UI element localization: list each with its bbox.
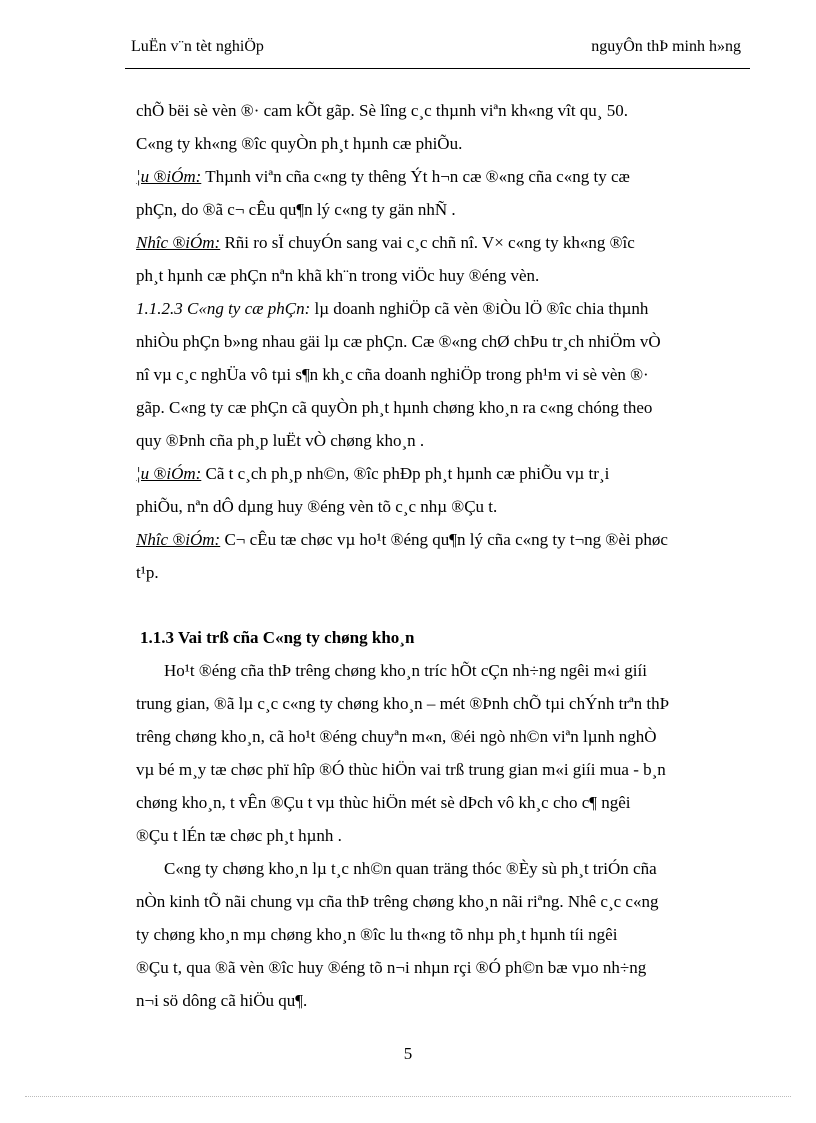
- line-text: ®Çu t, qua ®ã vèn ®îc huy ®éng tõ n¬i nhµn rçi ®Ó ph©n bæ vµo nh÷ng: [136, 958, 647, 977]
- line-text: phÇn, do ®ã c¬ cÊu qu¶n lý c«ng ty gän nhÑ .: [136, 200, 456, 219]
- text-line: [136, 424, 742, 457]
- line-text: lµ doanh nghiÖp cã vèn ®iÒu lÖ ®îc chia thµnh: [310, 299, 649, 318]
- paragraph-block-2: [136, 654, 742, 1017]
- line-text: vµ bé m¸y tæ chøc phï hîp ®Ó thùc hiÖn vai trß trung gian m«i giíi mua - b¸n: [136, 760, 666, 779]
- text-line: [136, 457, 742, 490]
- inline-label: Nhîc ®iÓm:: [136, 530, 221, 549]
- text-line: [136, 391, 742, 424]
- line-text: phiÕu, nªn dÔ dµng huy ®éng vèn tõ c¸c nhµ ®Çu t.: [136, 497, 498, 516]
- text-line: [136, 951, 742, 984]
- line-text: chøng kho¸n, t vÊn ®Çu t vµ thùc hiÖn mét sè dÞch vô kh¸c cho c¶ ngêi: [136, 793, 631, 812]
- text-line: [136, 259, 742, 292]
- subsection-label: 1.1.2.3 C«ng ty cæ phÇn:: [136, 299, 311, 318]
- text-line: [136, 127, 742, 160]
- text-line: [136, 819, 742, 852]
- text-line: [136, 885, 742, 918]
- text-line: [136, 160, 742, 193]
- line-text: trêng chøng kho¸n, cã ho¹t ®éng chuyªn m«n, ®éi ngò nh©n viªn lµnh nghÒ: [136, 727, 657, 746]
- text-line: [136, 852, 742, 885]
- page-body: [136, 94, 742, 1017]
- text-line: [136, 94, 742, 127]
- text-line: [136, 292, 742, 325]
- text-line: [136, 687, 742, 720]
- line-text: quy ®Þnh cña ph¸p luËt vÒ chøng kho¸n .: [136, 431, 425, 450]
- text-line: [136, 918, 742, 951]
- line-text: Thµnh viªn cña c«ng ty thêng Ýt h¬n cæ ®«ng cña c«ng ty cæ: [201, 167, 630, 186]
- line-text: Rñi ro sÏ chuyÓn sang vai c¸c chñ nî. V× c«ng ty kh«ng ®îc: [220, 233, 635, 252]
- line-text: n¬i sö dông cã hiÖu qu¶.: [136, 991, 308, 1010]
- text-line: [136, 786, 742, 819]
- text-line: [136, 193, 742, 226]
- paragraph-block-1: [136, 94, 742, 589]
- text-line: [136, 226, 742, 259]
- line-text: t¹p.: [136, 563, 159, 582]
- text-line: [136, 523, 742, 556]
- text-line: [136, 654, 742, 687]
- section-heading: 1.1.3 Vai trß cña C«ng ty chøng kho¸n: [140, 628, 415, 647]
- header-right: nguyÔn thÞ minh h»ng: [591, 38, 741, 55]
- line-text: trung gian, ®ã lµ c¸c c«ng ty chøng kho¸n – mét ®Þnh chÕ tµi chÝnh trªn thÞ: [136, 694, 670, 713]
- line-text: nî vµ c¸c nghÜa vô tµi s¶n kh¸c cña doanh nghiÖp trong ph¹m vi sè vèn ®·: [136, 365, 649, 384]
- header-divider: [125, 68, 750, 69]
- page-number: 5: [403, 1044, 413, 1063]
- footer-divider: [25, 1096, 791, 1097]
- text-line: [136, 984, 742, 1017]
- text-line: [136, 325, 742, 358]
- inline-label: ¦u ®iÓm:: [136, 464, 202, 483]
- line-text: gãp. C«ng ty cæ phÇn cã quyÒn ph¸t hµnh chøng kho¸n ra c«ng chóng theo: [136, 398, 653, 417]
- inline-label: ¦u ®iÓm:: [136, 167, 202, 186]
- line-text: Ho¹t ®éng cña thÞ trêng chøng kho¸n tríc hÕt cÇn nh÷ng ngêi m«i giíi: [164, 661, 647, 680]
- text-line: [136, 753, 742, 786]
- line-text: Cã t c¸ch ph¸p nh©n, ®îc phÐp ph¸t hµnh cæ phiÕu vµ tr¸i: [201, 464, 610, 483]
- line-text: C«ng ty chøng kho¸n lµ t¸c nh©n quan träng thóc ®Èy sù ph¸t triÓn cña: [164, 859, 657, 878]
- line-text: C«ng ty kh«ng ®îc quyÒn ph¸t hµnh cæ phiÕu.: [136, 134, 463, 153]
- text-line: [136, 358, 742, 391]
- text-line: [136, 720, 742, 753]
- text-line: [136, 556, 742, 589]
- line-text: ty chøng kho¸n mµ chøng kho¸n ®îc lu th«ng tõ nhµ ph¸t hµnh tíi ngêi: [136, 925, 618, 944]
- line-text: chÕ bëi sè vèn ®· cam kÕt gãp. Sè lîng c¸c thµnh viªn kh«ng vît qu¸ 50.: [136, 101, 628, 120]
- line-text: ph¸t hµnh cæ phÇn nªn khã kh¨n trong viÖc huy ®éng vèn.: [136, 266, 540, 285]
- line-text: C¬ cÊu tæ chøc vµ ho¹t ®éng qu¶n lý cña c«ng ty t¬ng ®èi phøc: [220, 530, 668, 549]
- text-line: [136, 490, 742, 523]
- line-text: ®Çu t lÉn tæ chøc ph¸t hµnh .: [136, 826, 342, 845]
- line-text: nÒn kinh tÕ nãi chung vµ cña thÞ trêng chøng kho¸n nãi riªng. Nhê c¸c c«ng: [136, 892, 659, 911]
- inline-label: Nhîc ®iÓm:: [136, 233, 221, 252]
- line-text: nhiÒu phÇn b»ng nhau gäi lµ cæ phÇn. Cæ ®«ng chØ chÞu tr¸ch nhiÖm vÒ: [136, 332, 661, 351]
- header-left: LuËn v¨n tèt nghiÖp: [131, 38, 264, 55]
